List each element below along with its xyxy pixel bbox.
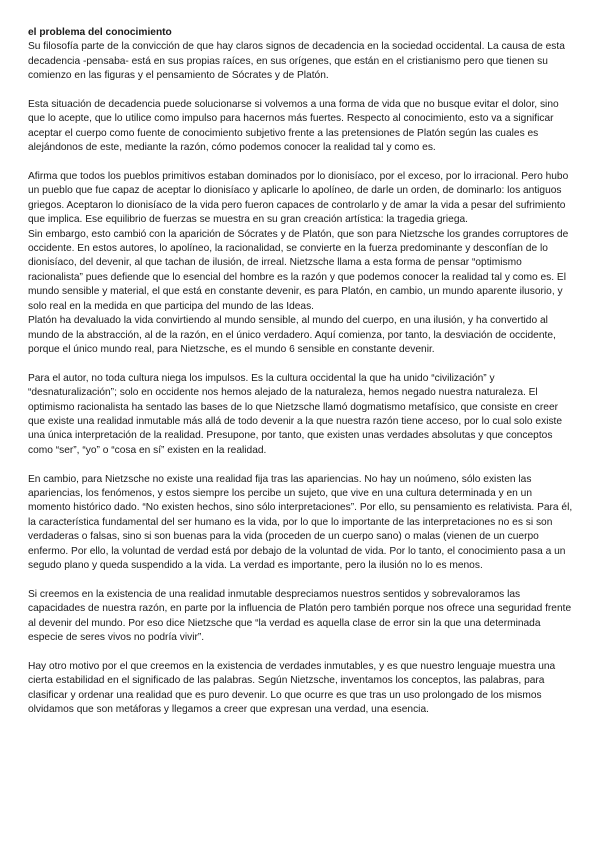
paragraph-immutable-reality: Si creemos en la existencia de una realidad inmutable despreciamos nuestros sentidos y sobrevaloramos las capacidades de nuestra razón, en parte por la influencia de Platón pero también porque nos ofrece una seguridad frente al devenir del mundo. Por eso dice Nietzsche que “la verdad es aquella clase de error sin la que una determinada especie de seres vivos no podría vivir”. <box>28 588 572 643</box>
paragraph-perspectivism: En cambio, para Nietzsche no existe una realidad fija tras las apariencias. No hay un noúmeno, sólo existen las apariencias, los fenómenos, y estos siempre los percibe un sujeto, que vive en una cultura determinada y en un momento histórico dado. “No existen hechos, sino sólo interpretaciones”. Por ello, su pensamiento es relativista. Para él, la característica fundamental del ser humano es la vida, por lo que lo importante de las interpretaciones no es si son verdaderas o falsas, sino si son buenas para la vida (proceden de un cuerpo sano) o malas (vienen de un cuerpo enfermo. Por ello, la voluntad de verdad está por debajo de la voluntad de vida. Por lo tanto, el conocimiento pasa a un segudo plano y queda suspendido a la vida. La verdad es importante, pero la ilusión no lo es menos. <box>28 473 573 571</box>
paragraph-rationalist-optimism: Para el autor, no toda cultura niega los impulsos. Es la cultura occidental la que ha unido “civilización” y “desnaturalización”; solo en occidente nos hemos alejado de la naturaleza, hemos negado nuestra naturaleza. El optimismo racionalista ha sentado las bases de lo que Nietzsche llamó dogmatismo metafísico, que consiste en creer que existe una realidad inmutable más allá de todo devenir a la que nuestra razón tiene acceso, por lo cual solo existe una única interpretación de la realidad. Presupone, por tanto, que existen unas verdades absolutas y que conceptos como “ser”, “yo” o “cosa en sí” existen en la realidad. <box>28 372 563 456</box>
paragraph-socrates-plato: Sin embargo, esto cambió con la aparición de Sócrates y de Platón, que son para Nietzsche los grandes corruptores de occidente. En estos autores, lo apolíneo, la racionalidad, se convierte en la fuerza predominante y desconfían de lo dionisíaco, del devenir, al que tachan de ilusión, de irreal. Nietzsche llama a esta forma de pensar “optimismo racionalista” pues defiende que lo esencial del hombre es la razón y que podemos conocer la realidad tal y como es. El mundo sensible y material, el que está en constante devenir, es para Platón, en cambio, un mundo aparente ilusorio, y solo real en la medida en que participa del mundo de las Ideas. <box>28 228 569 312</box>
document-page <box>28 26 574 717</box>
paragraph-plato-devalued-life: Platón ha devaluado la vida convirtiendo al mundo sensible, al mundo del cuerpo, en una ilusión, y ha convertido al mundo de la abstracción, al de la razón, en el único verdadero. Aquí comienza, por tanto, la desviación de occidente, porque el único mundo real, para Nietzsche, es el mundo 6 sensible en constante devenir. <box>28 315 556 355</box>
paragraph-dionysian-apollonian: Afirma que todos los pueblos primitivos estaban dominados por lo dionisíaco, por el exceso, por lo irracional. Pero hubo un pueblo que fue capaz de aceptar lo dionisíaco y aplicarle lo apolíneo, de darle un orden, de dominarlo: los antiguos griegos. Aceptaron lo dionisíaco de la vida pero fueron capaces de controlarlo y de amar la vida a pesar del sufrimiento que implica. Ese equilibrio de fuerzas se muestra en su gran creación artística: la tragedia griega. <box>28 171 569 226</box>
paragraph-decadence-solution: Esta situación de decadencia puede solucionarse si volvemos a una forma de vida que no busque evitar el dolor, sino que lo acepte, que lo utilice como impulso para hacernos más fuertes. Respecto al conocimiento, esto va a significar aceptar el cuerpo como fuente de conocimiento subjetivo frente a las pretensiones de Platón según las cuales es alejándonos de este, mediante la razón, cómo podemos conocer la realidad tal y como es. <box>28 99 559 154</box>
document-title: el problema del conocimiento <box>28 27 172 38</box>
paragraph-decadence-origin: Su filosofía parte de la convicción de que hay claros signos de decadencia en la sociedad occidental. La causa de esta decadencia -pensaba- está en sus propias raíces, en sus orígenes, que están en el cristianismo pero que tienen su comienzo en las figuras y el pensamiento de Sócrates y de Platón. <box>28 41 565 82</box>
paragraph-language-metaphors: Hay otro motivo por el que creemos en la existencia de verdades inmutables, y es que nuestro lenguaje muestra una cierta estabilidad en el significado de las palabras. Según Nietzsche, inventamos los conceptos, las palabras, para clasificar y ordenar una realidad que es puro devenir. Lo que ocurre es que tras un uso prolongado de los mismos olvidamos que son metáforas y llegamos a creer que expresan una verdad, una esencia. <box>28 660 556 715</box>
